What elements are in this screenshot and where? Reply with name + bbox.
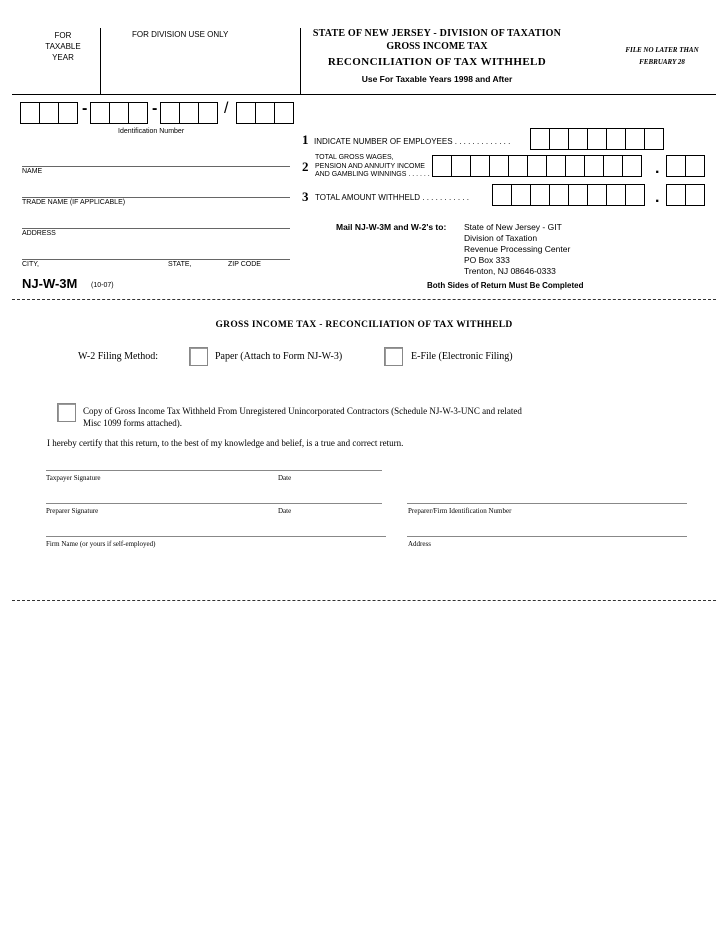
id-digit-box[interactable] (179, 102, 199, 124)
certification-text: I hereby certify that this return, to the best of my knowledge and belief, is a true and correct return. (47, 438, 404, 448)
digit-box[interactable] (603, 155, 623, 177)
digit-box[interactable] (568, 128, 588, 150)
preparer-signature-label: Preparer Signature (46, 507, 99, 515)
years-note: Use For Taxable Years 1998 and After (361, 74, 513, 84)
digit-box[interactable] (568, 184, 588, 206)
name-field-line[interactable] (22, 166, 290, 167)
tax-withheld-cents-boxes (666, 184, 705, 206)
digit-box[interactable] (587, 128, 607, 150)
mail-address: State of New Jersey - GIT Division of Taxation Revenue Processing Center PO Box 333 Trenton, NJ 08646-0333 (464, 222, 571, 276)
address-label: ADDRESS (22, 230, 56, 237)
id-digit-box[interactable] (274, 102, 294, 124)
efile-checkbox[interactable] (384, 347, 403, 366)
id-slash: / (224, 100, 229, 117)
firm-address-line[interactable] (407, 536, 687, 537)
digit-box[interactable] (549, 184, 569, 206)
digit-box[interactable] (451, 155, 471, 177)
digit-box[interactable] (546, 155, 566, 177)
id-digit-box[interactable] (20, 102, 40, 124)
city-field-line[interactable] (22, 259, 290, 260)
zip-label: ZIP CODE (228, 261, 261, 268)
digit-box[interactable] (666, 184, 686, 206)
digit-box[interactable] (587, 184, 607, 206)
perforation-line (12, 299, 716, 300)
section-title: GROSS INCOME TAX - RECONCILIATION OF TAX WITHHELD (215, 320, 513, 330)
line-2-label: TOTAL GROSS WAGES, PENSION AND ANNUITY INCOME AND GAMBLING WINNINGS . . . . . . (315, 154, 430, 178)
digit-box[interactable] (492, 184, 512, 206)
unc-description: Copy of Gross Income Tax Withheld From Unregistered Unincorporated Contractors (Schedule NJ-W-3-UNC and related Misc 1099 forms attached). (83, 406, 522, 428)
taxpayer-signature-label: Taxpayer Signature (46, 474, 101, 482)
digit-box[interactable] (527, 155, 547, 177)
id-number-group-3 (160, 102, 218, 124)
id-digit-box[interactable] (236, 102, 256, 124)
digit-box[interactable] (530, 184, 550, 206)
state-title: STATE OF NEW JERSEY - DIVISION OF TAXATION (312, 28, 562, 39)
digit-box[interactable] (622, 155, 642, 177)
header-bottom-rule (12, 94, 716, 95)
digit-box[interactable] (489, 155, 509, 177)
digit-box[interactable] (606, 128, 626, 150)
digit-box[interactable] (644, 128, 664, 150)
line-3-number: 3 (302, 189, 309, 204)
preparer-date-label: Date (278, 507, 292, 515)
preparer-id-line[interactable] (407, 503, 687, 504)
id-digit-box[interactable] (198, 102, 218, 124)
tax-name: GROSS INCOME TAX (386, 41, 488, 52)
perforation-line (12, 600, 716, 601)
paper-checkbox[interactable] (189, 347, 208, 366)
header-divider (100, 28, 101, 94)
id-dash: - (152, 100, 158, 117)
id-digit-box[interactable] (255, 102, 275, 124)
filing-method-label: W-2 Filing Method: (78, 351, 158, 362)
digit-box[interactable] (530, 128, 550, 150)
digit-box[interactable] (606, 184, 626, 206)
city-label: CITY, (22, 261, 39, 268)
id-number-group-4 (236, 102, 294, 124)
id-digit-box[interactable] (58, 102, 78, 124)
digit-box[interactable] (625, 128, 645, 150)
line-1-number: 1 (302, 132, 309, 147)
id-digit-box[interactable] (160, 102, 180, 124)
preparer-id-label: Preparer/Firm Identification Number (408, 507, 512, 515)
efile-option-label: E-File (Electronic Filing) (411, 351, 513, 362)
decimal-point: . (655, 189, 660, 206)
paper-option-label: Paper (Attach to Form NJ-W-3) (215, 351, 343, 362)
digit-box[interactable] (432, 155, 452, 177)
decimal-point: . (655, 160, 660, 177)
form-code: NJ-W-3M (22, 276, 78, 291)
firm-address-label: Address (408, 540, 431, 548)
firm-name-label: Firm Name (or yours if self-employed) (46, 540, 156, 548)
id-dash: - (82, 100, 88, 117)
digit-box[interactable] (511, 184, 531, 206)
trade-name-field-line[interactable] (22, 197, 290, 198)
gross-wages-cents-boxes (666, 155, 705, 177)
form-title: RECONCILIATION OF TAX WITHHELD (327, 56, 547, 68)
division-use-label: FOR DIVISION USE ONLY (132, 30, 229, 39)
digit-box[interactable] (685, 155, 705, 177)
line-2-number: 2 (302, 159, 309, 174)
id-digit-box[interactable] (109, 102, 129, 124)
digit-box[interactable] (508, 155, 528, 177)
digit-box[interactable] (666, 155, 686, 177)
line-3-label: TOTAL AMOUNT WITHHELD . . . . . . . . . . . (315, 193, 469, 202)
id-digit-box[interactable] (128, 102, 148, 124)
digit-box[interactable] (470, 155, 490, 177)
both-sides-note: Both Sides of Return Must Be Completed (427, 281, 584, 290)
name-label: NAME (22, 168, 43, 175)
preparer-signature-line[interactable] (46, 503, 382, 504)
id-number-label: Identification Number (118, 128, 185, 135)
id-number-group-1 (20, 102, 78, 124)
id-digit-box[interactable] (39, 102, 59, 124)
digit-box[interactable] (549, 128, 569, 150)
for-taxable-year: FOR TAXABLE YEAR (45, 31, 81, 62)
digit-box[interactable] (685, 184, 705, 206)
file-deadline: FILE NO LATER THAN FEBRUARY 28 (625, 46, 699, 66)
id-digit-box[interactable] (90, 102, 110, 124)
digit-box[interactable] (584, 155, 604, 177)
firm-name-line[interactable] (46, 536, 386, 537)
trade-name-label: TRADE NAME (IF APPLICABLE) (22, 199, 126, 206)
form-revision: (10-07) (91, 282, 114, 289)
digit-box[interactable] (565, 155, 585, 177)
tax-withheld-boxes (492, 184, 645, 206)
unc-checkbox[interactable] (57, 403, 76, 422)
taxpayer-date-label: Date (278, 474, 292, 482)
digit-box[interactable] (625, 184, 645, 206)
employees-count-boxes (530, 128, 664, 150)
line-1-label: INDICATE NUMBER OF EMPLOYEES . . . . . . . . . . . . . (314, 137, 511, 146)
mail-to-label: Mail NJ-W-3M and W-2's to: (336, 222, 447, 232)
address-field-line[interactable] (22, 228, 290, 229)
id-number-group-2 (90, 102, 148, 124)
gross-wages-boxes (432, 155, 642, 177)
state-label: STATE, (168, 261, 192, 268)
taxpayer-signature-line[interactable] (46, 470, 382, 471)
